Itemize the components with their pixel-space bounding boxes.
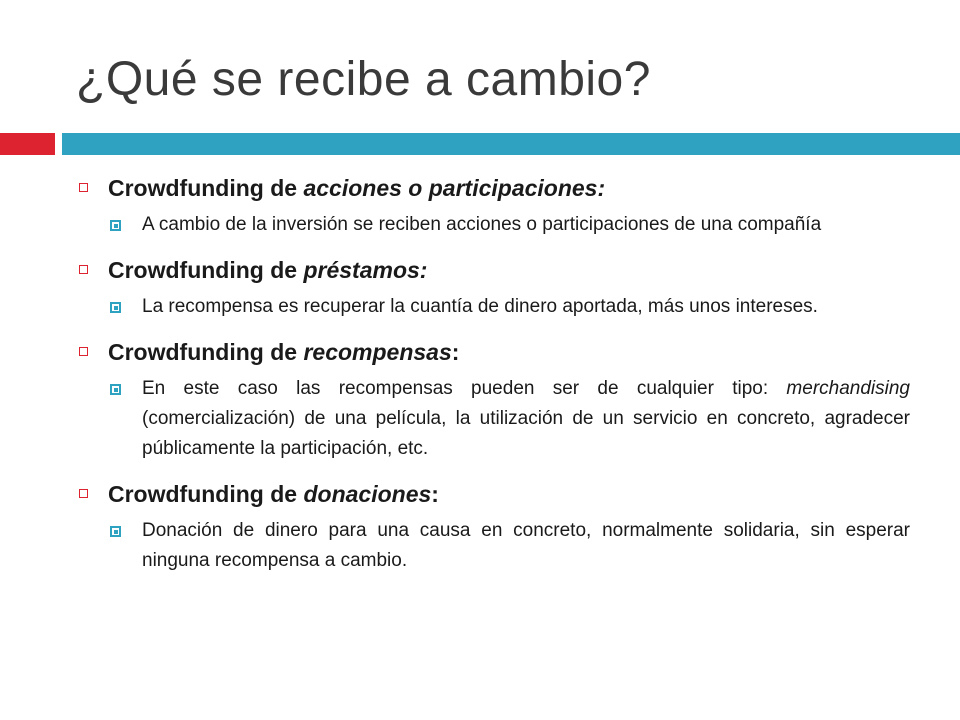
- sub-item-text: Donación de dinero para una causa en concreto, normalmente solidaria, sin esperar ninguna recompensa a cambio.: [142, 520, 910, 571]
- filled-square-bullet-icon: [110, 302, 121, 313]
- list-item-recompensas: [76, 336, 910, 464]
- accent-band-red: [0, 133, 55, 155]
- item-heading-suffix: :: [431, 481, 439, 507]
- sub-item: [108, 374, 910, 464]
- item-heading-prefix: Crowdfunding de: [108, 481, 304, 507]
- item-heading: [108, 336, 910, 368]
- item-heading-emphasis: donaciones: [303, 481, 432, 507]
- list-item-prestamos: [76, 254, 910, 322]
- sub-text-italic: merchandising: [786, 378, 910, 399]
- item-heading-emphasis: recompensas: [303, 339, 452, 365]
- list-item-acciones: [76, 172, 910, 240]
- sub-item-text: La recompensa es recuperar la cuantía de dinero aportada, más unos intereses.: [142, 296, 818, 317]
- list-item-donaciones: [76, 478, 910, 576]
- sub-item: [108, 292, 910, 322]
- item-heading-emphasis: acciones o participaciones:: [303, 175, 606, 201]
- slide-content: [76, 172, 910, 590]
- filled-square-bullet-icon: [110, 220, 121, 231]
- item-heading-prefix: Crowdfunding de: [108, 175, 304, 201]
- item-heading-suffix: :: [451, 339, 460, 365]
- square-bullet-icon: [79, 347, 88, 356]
- sub-item: [108, 516, 910, 576]
- sub-text-part: (comercialización) de una película, la utilización de un servicio en concreto, agradecer públicamente la participación, etc.: [142, 408, 910, 459]
- item-heading: [108, 254, 910, 286]
- item-heading-prefix: Crowdfunding de: [108, 339, 304, 365]
- sub-item: [108, 210, 910, 240]
- sub-item-text: [142, 374, 910, 464]
- sub-text-part: En este caso las recompensas pueden ser de cualquier tipo:: [142, 378, 787, 399]
- slide-title: ¿Qué se recibe a cambio?: [76, 53, 651, 106]
- item-heading-emphasis: préstamos:: [303, 257, 428, 283]
- item-heading: [108, 478, 910, 510]
- item-heading: [108, 172, 910, 204]
- accent-band-blue: [62, 133, 960, 155]
- sub-item-text: A cambio de la inversión se reciben acciones o participaciones de una compañía: [142, 214, 822, 235]
- square-bullet-icon: [79, 489, 88, 498]
- filled-square-bullet-icon: [110, 384, 121, 395]
- item-heading-prefix: Crowdfunding de: [108, 257, 304, 283]
- square-bullet-icon: [79, 265, 88, 274]
- square-bullet-icon: [79, 183, 88, 192]
- filled-square-bullet-icon: [110, 526, 121, 537]
